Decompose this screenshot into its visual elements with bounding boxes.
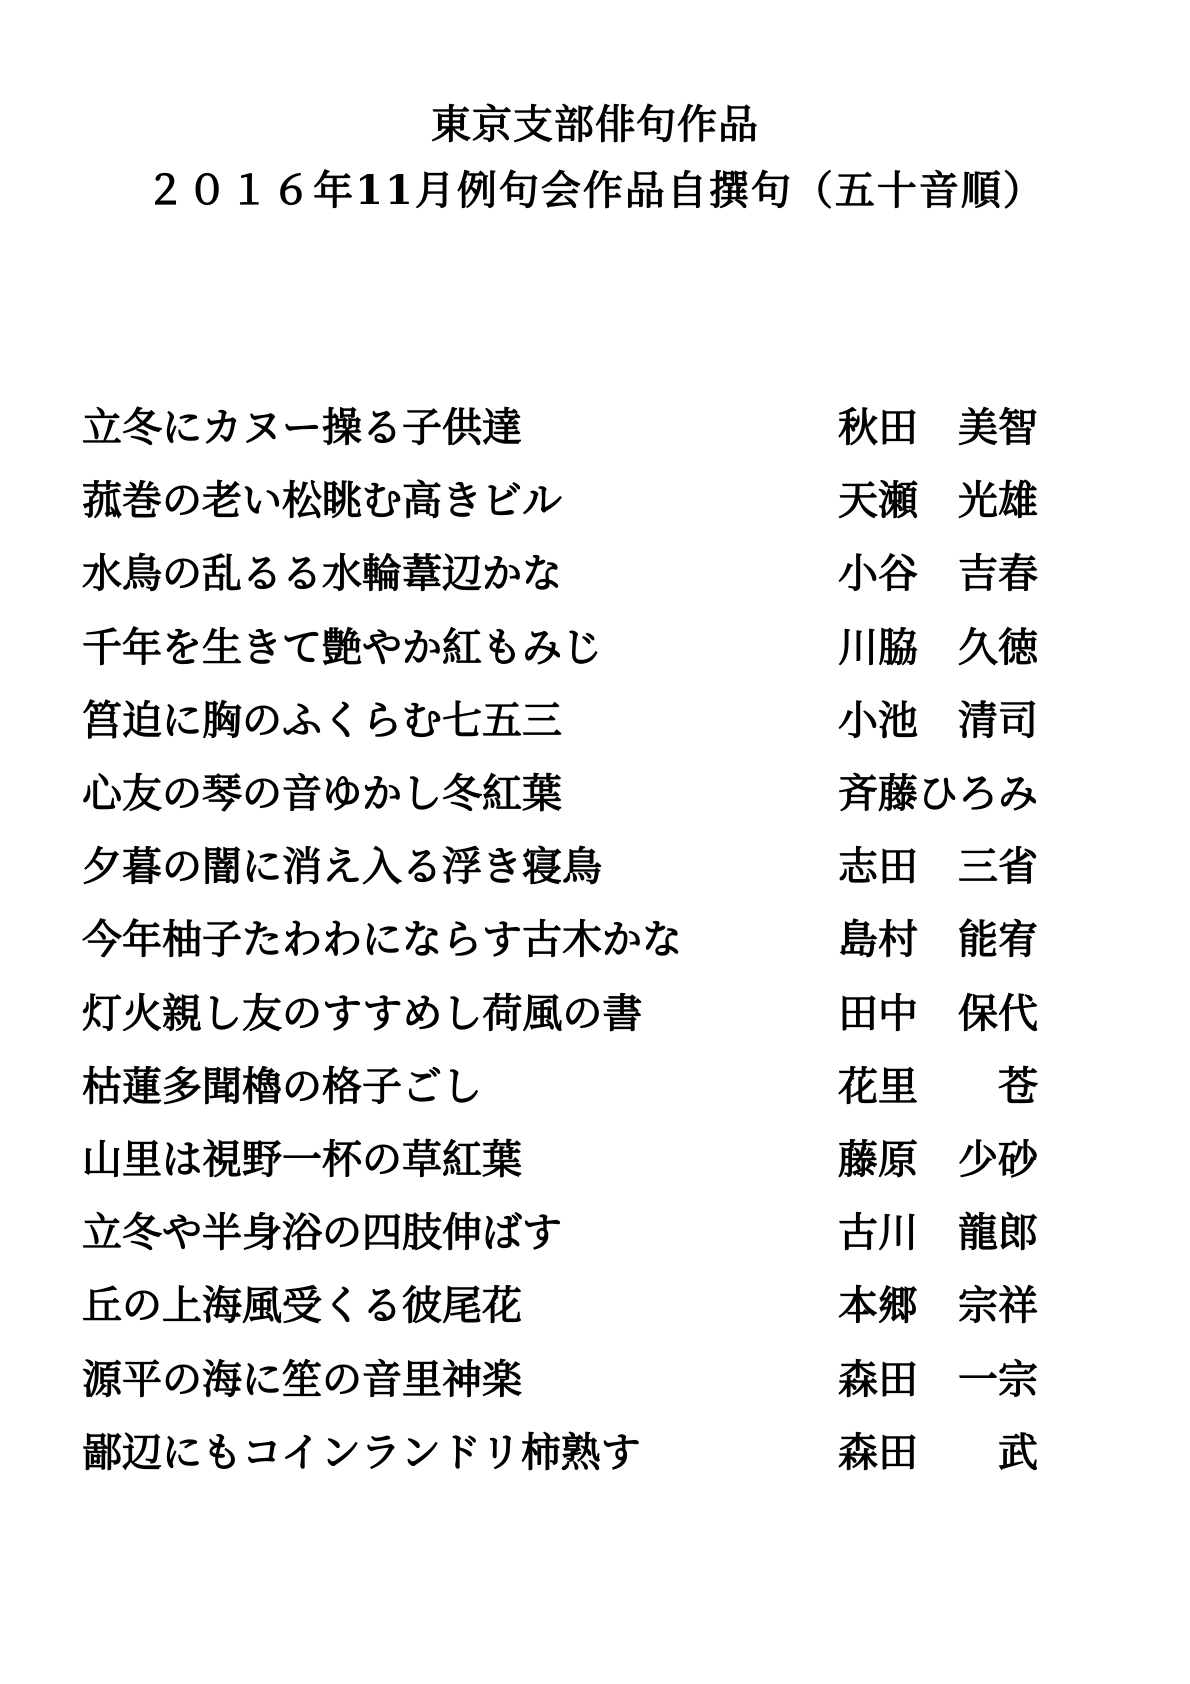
poem-row	[82, 974, 1082, 1047]
poem-author: 本郷 宗祥	[838, 1282, 1038, 1330]
poem-author: 森田 一宗	[838, 1355, 1038, 1403]
poem-author: 島村 能宥	[838, 916, 1038, 964]
poem-row	[82, 1339, 1082, 1412]
poem-row	[82, 1193, 1082, 1266]
poem-author: 田中 保代	[838, 989, 1038, 1037]
poem-text: 枯蓮多聞櫓の格子ごし	[82, 1062, 482, 1110]
poem-author: 森田 武	[838, 1428, 1038, 1476]
poem-text: 源平の海に笙の音里神楽	[82, 1355, 522, 1403]
poem-list	[82, 388, 1082, 1486]
poem-text: 山里は視野一杯の草紅葉	[82, 1135, 522, 1183]
poem-row	[82, 1047, 1082, 1120]
poem-text: 今年柚子たわわにならす古木かな	[82, 916, 682, 964]
poem-author: 古川 龍郎	[838, 1209, 1038, 1257]
poem-text: 立冬や半身浴の四肢伸ばす	[82, 1209, 562, 1257]
poem-text: 筥迫に胸のふくらむ七五三	[82, 696, 562, 744]
poem-text: 水鳥の乱るる水輪葦辺かな	[82, 550, 562, 598]
poem-row	[82, 900, 1082, 973]
poem-author: 藤原 少砂	[838, 1135, 1038, 1183]
poem-author: 小池 清司	[838, 696, 1038, 744]
poem-author: 小谷 吉春	[838, 550, 1038, 598]
poem-author: 秋田 美智	[838, 404, 1038, 452]
poem-text: 灯火親し友のすすめし荷風の書	[82, 989, 643, 1037]
poem-text: 菰巻の老い松眺む高きビル	[82, 477, 562, 525]
poem-row	[82, 534, 1082, 607]
poem-author: 志田 三省	[838, 843, 1038, 891]
poem-row	[82, 681, 1082, 754]
document-title: 東京支部俳句作品	[431, 101, 759, 148]
poem-row	[82, 754, 1082, 827]
poem-text: 心友の琴の音ゆかし冬紅葉	[82, 770, 562, 818]
poem-row	[82, 1266, 1082, 1339]
poem-text: 千年を生きて艶やか紅もみじ	[82, 623, 602, 671]
poem-text: 鄙辺にもコインランドリ柿熟す	[82, 1428, 641, 1476]
poem-text: 夕暮の闇に消え入る浮き寝鳥	[82, 843, 602, 891]
poem-text: 立冬にカヌー操る子供達	[82, 404, 522, 452]
poem-author: 花里 苍	[838, 1062, 1038, 1110]
poem-text: 丘の上海風受くる彼尾花	[82, 1282, 522, 1330]
poem-author: 斉藤ひろみ	[838, 770, 1038, 818]
poem-row	[82, 388, 1082, 461]
poem-author: 川脇 久徳	[838, 623, 1038, 671]
document-subtitle: ２０１６年11月例句会作品自撰句（五十音順）	[145, 167, 1045, 214]
poem-row	[82, 827, 1082, 900]
poem-row	[82, 1120, 1082, 1193]
title-block	[0, 92, 1190, 224]
poem-author: 天瀬 光雄	[838, 477, 1038, 525]
poem-row	[82, 461, 1082, 534]
poem-row	[82, 1413, 1082, 1486]
poem-row	[82, 608, 1082, 681]
